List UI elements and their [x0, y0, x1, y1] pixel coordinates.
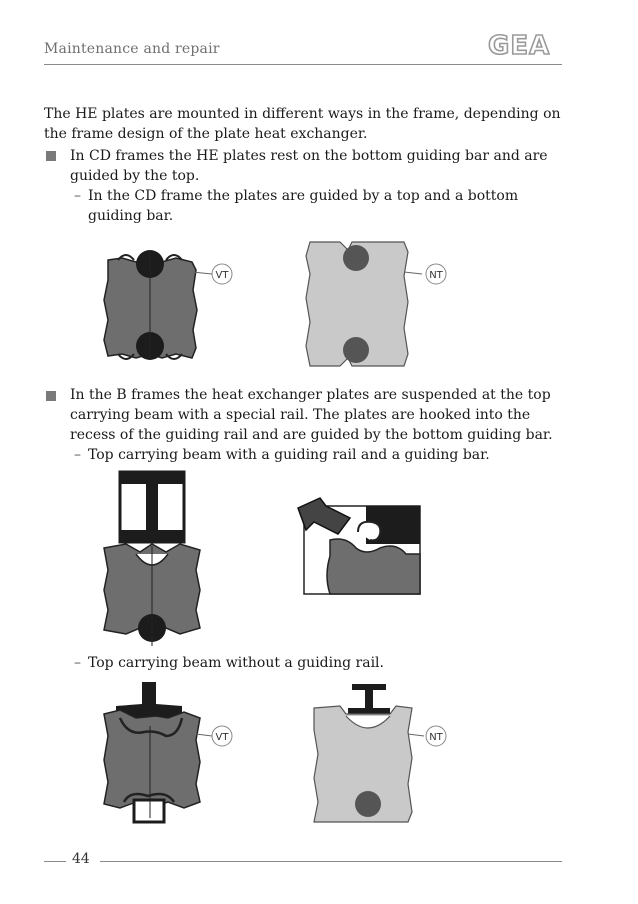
- footer-left-rule: [44, 861, 66, 862]
- gea-logo: [486, 30, 564, 60]
- cd-frame-nt-figure: [300, 236, 460, 372]
- cd-frame-vt-figure: [96, 240, 246, 370]
- b-frame-no-rail-nt-figure: [300, 678, 460, 830]
- label-nt: NT: [429, 270, 443, 281]
- dash-marker: –: [74, 188, 81, 204]
- bullet-square-icon: [46, 151, 56, 161]
- header-rule: [44, 64, 562, 65]
- footer-rule: [100, 861, 562, 862]
- b-frame-rail-figure: [96, 470, 216, 650]
- page-number: 44: [72, 851, 90, 867]
- bullet-square-icon: [46, 391, 56, 401]
- sub-b-with-rail: Top carrying beam with a guiding rail and a guiding bar.: [88, 447, 490, 463]
- bullet-cd-frames: In CD frames the HE plates rest on the bottom guiding bar and are guided by the top.: [70, 148, 548, 184]
- section-title: Maintenance and repair: [44, 41, 220, 57]
- intro-paragraph: The HE plates are mounted in different ways in the frame, depending on the frame design of the plate heat exchanger.: [44, 106, 561, 142]
- label-nt: NT: [429, 732, 443, 743]
- label-vt: VT: [215, 732, 229, 743]
- svg-text:GEA: GEA: [488, 31, 551, 60]
- rail-detail-figure: [296, 496, 424, 598]
- dash-marker: –: [74, 655, 81, 671]
- b-frame-no-rail-vt-figure: [96, 678, 256, 828]
- sub-cd-frame: In the CD frame the plates are guided by a top and a bottom guiding bar.: [88, 188, 519, 224]
- label-vt: VT: [215, 270, 229, 281]
- bullet-b-frames: In the B frames the heat exchanger plates are suspended at the top carrying beam with a special rail. The plates are hooked into the recess of the guiding rail and are guided by the bottom guiding bar.: [70, 387, 553, 443]
- dash-marker: –: [74, 447, 81, 463]
- sub-b-without-rail: Top carrying beam without a guiding rail.: [88, 655, 384, 671]
